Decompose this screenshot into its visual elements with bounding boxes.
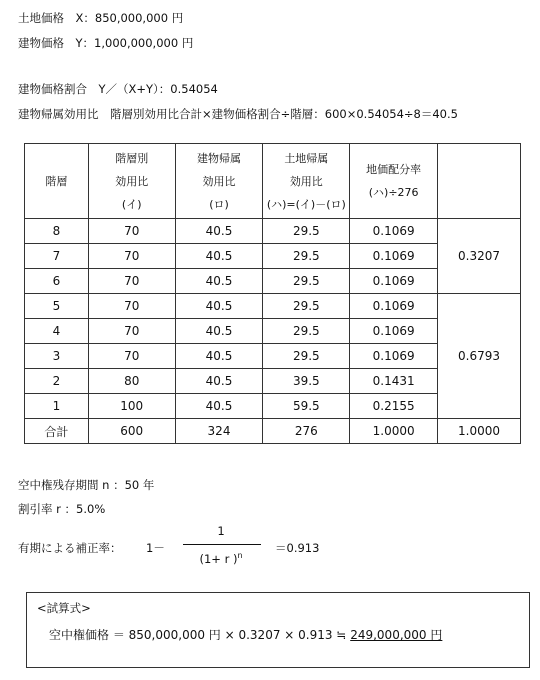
header-floor-utility: 階層別 効用比 (イ) (88, 144, 175, 219)
table-row: 4 70 40.5 29.5 0.1069 (25, 319, 521, 344)
table-total-row: 合計 600 324 276 1.0000 1.0000 (25, 419, 521, 444)
building-utility: 建物帰属効用比 階層別効用比合計×建物価格割合÷階層：600×0.54054÷8＝40.5 (18, 107, 458, 121)
table-header-row (25, 144, 521, 219)
discount-rate: 割引率 r ：5.0% (18, 502, 106, 516)
correction-result: ＝0.913 (275, 541, 320, 555)
land-price: 土地価格 X：850,000,000 円 (18, 11, 184, 25)
correction-denominator: (1+ r )$^n$ (199, 551, 243, 566)
header-group (438, 144, 521, 219)
table-row: 2 80 40.5 39.5 0.1431 (25, 369, 521, 394)
group-top-rate: 0.3207 (438, 219, 521, 294)
table-row: 8 70 40.5 29.5 0.1069 0.3207 (25, 219, 521, 244)
table-row: 7 70 40.5 29.5 0.1069 (25, 244, 521, 269)
header-floor: 階層 (25, 144, 89, 219)
trial-result: 249,000,000 円 (350, 628, 443, 642)
group-bottom-rate: 0.6793 (438, 294, 521, 419)
correction-one-minus: 1－ (146, 541, 165, 555)
table-row: 5 70 40.5 29.5 0.1069 0.6793 (25, 294, 521, 319)
table-row: 1 100 40.5 59.5 0.2155 (25, 394, 521, 419)
table-row: 3 70 40.5 29.5 0.1069 (25, 344, 521, 369)
header-land-utility: 土地帰属 効用比 (ハ)=(イ)－(ロ) (263, 144, 350, 219)
trial-calculation-box (26, 592, 530, 668)
trial-formula: 空中権価格 ＝ 850,000,000 円 × 0.3207 × 0.913 ≒ 249,000,000 円 (49, 628, 443, 642)
building-share: 建物価格割合 Y／（X+Y）：0.54054 (18, 82, 218, 96)
trial-title: <試算式> (37, 601, 91, 615)
remaining-period: 空中権残存期間 n ：50 年 (18, 478, 155, 492)
correction-numerator: 1 (217, 524, 225, 538)
fraction-bar (183, 544, 261, 545)
header-allocation-rate: 地価配分率 (ハ)÷276 (350, 144, 438, 219)
allocation-table (24, 143, 521, 444)
table-row: 6 70 40.5 29.5 0.1069 (25, 269, 521, 294)
correction-label: 有期による補正率： (18, 541, 122, 555)
header-building-utility: 建物帰属 効用比 (ロ) (175, 144, 263, 219)
building-price: 建物価格 Y：1,000,000,000 円 (18, 36, 194, 50)
exponent: n (237, 551, 243, 560)
